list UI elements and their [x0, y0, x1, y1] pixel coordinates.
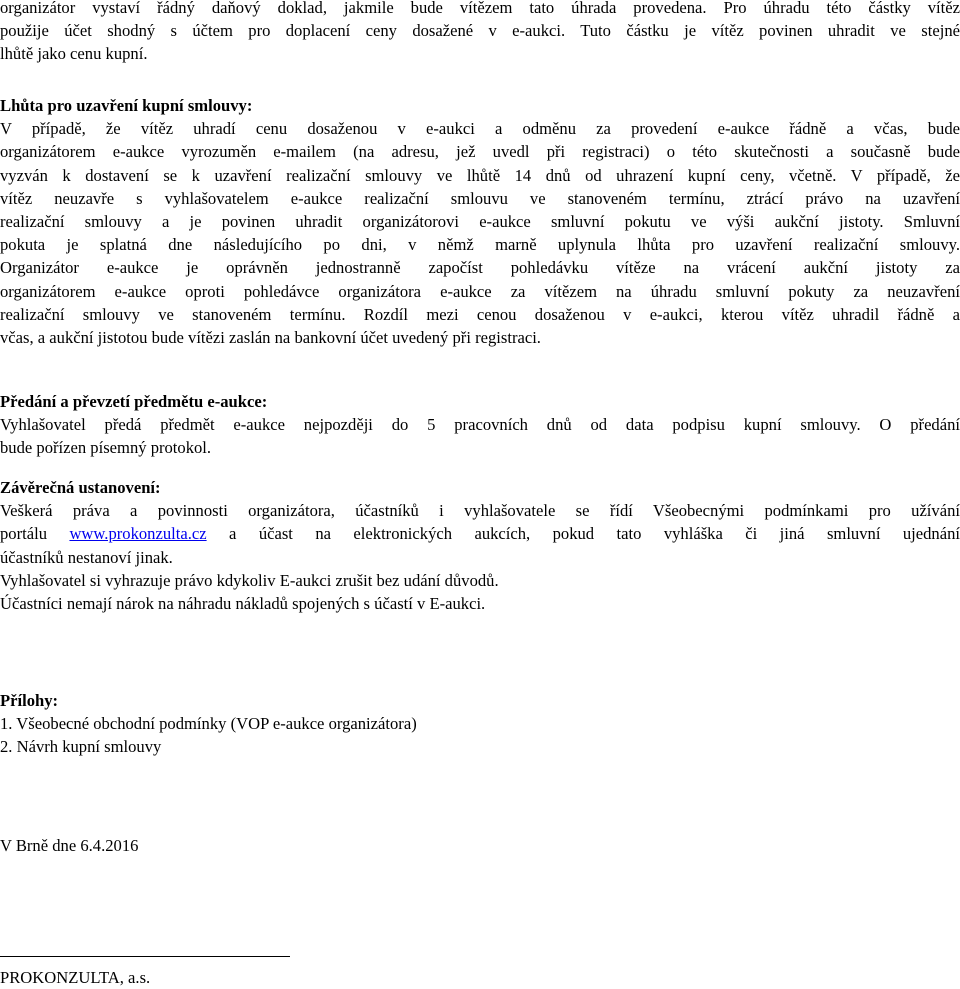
intro-line-3: lhůtě jako cenu kupní. [0, 44, 148, 64]
signature-line [0, 956, 290, 957]
intro-paragraph [0, 0, 960, 66]
lhuta-line: realizační smlouvy ve stanoveném termínu. Rozdíl mezi cenou dosaženou v e-aukci, kterou vítěz uhradil řádně a [0, 304, 960, 324]
attachment-item: 2. Návrh kupní smlouvy [0, 737, 162, 757]
attachment-item: 1. Všeobecné obchodní podmínky (VOP e-aukce organizátora) [0, 714, 417, 734]
lhuta-line: vyzván k dostavení se k uzavření realizační smlouvy ve lhůtě 14 dnů od uhrazení kupní ceny, včetně. V případě, že [0, 165, 960, 185]
lhuta-line: pokuta je splatná dne následujícího po dni, v němž marně uplynula lhůta pro uzavření realizační smlouvy. [0, 235, 960, 255]
zaverecna-line-5: Účastníci nemají nárok na náhradu nákladů spojených s účastí v E-aukci. [0, 594, 486, 614]
zaverecna-line-2 [0, 522, 960, 545]
lhuta-line: Organizátor e-aukce je oprávněn jednostranně započíst pohledávku vítěze na vrácení aukční jistoty za [0, 258, 960, 278]
zaverecna-line-2-post: a účast na elektronických aukcích, pokud tato vyhláška či jiná smluvní ujednání [206, 524, 960, 544]
section-zaverecna [0, 476, 960, 615]
section-prilohy [0, 689, 960, 759]
zaverecna-line-2-pre: portálu [0, 524, 70, 544]
prokonzulta-link[interactable]: www.prokonzulta.cz [69, 524, 207, 544]
lhuta-line: V případě, že vítěz uhradí cenu dosaženou v e-aukci a odměnu za provedení e-aukce řádně a včas, bude [0, 119, 960, 139]
zaverecna-line-1: Veškerá práva a povinnosti organizátora, účastníků i vyhlašovatele se řídí Všeobecnými podmínkami pro užívání [0, 501, 960, 521]
lhuta-line: organizátorem e-aukce oproti pohledávce organizátora e-aukce za vítězem na úhradu smluvní pokuty za neuzavření [0, 281, 960, 301]
signature-block [0, 966, 960, 989]
place-date: V Brně dne 6.4.2016 [0, 836, 139, 855]
section-heading-zaverecna: Závěrečná ustanovení: [0, 478, 161, 497]
intro-line-2: použije účet shodný s účtem pro doplacení ceny dosažené v e-aukci. Tuto částku je vítěz povinen uhradit ve stejné [0, 21, 960, 41]
signature-company: PROKONZULTA, a.s. [0, 968, 151, 987]
zaverecna-line-4: Vyhlašovatel si vyhrazuje právo kdykoliv E-aukci zrušit bez udání důvodů. [0, 570, 499, 590]
section-lhuta [0, 94, 960, 349]
place-date-block [0, 834, 960, 857]
section-heading-prilohy: Přílohy: [0, 691, 59, 710]
lhuta-line: vítěz neuzavře s vyhlašovatelem e-aukce realizační smlouvu ve stanoveném termínu, ztrácí právo na uzavření [0, 188, 960, 208]
section-heading-lhuta: Lhůta pro uzavření kupní smlouvy: [0, 96, 253, 115]
lhuta-line: realizační smlouvy a je povinen uhradit organizátorovi e-aukce smluvní pokutu ve výši aukční jistoty. Smluvní [0, 212, 960, 232]
intro-line-1: organizátor vystaví řádný daňový doklad, jakmile bude vítězem tato úhrada provedena. Pro úhradu této částky vítěz [0, 0, 960, 17]
predani-line-1: Vyhlašovatel předá předmět e-aukce nejpozději do 5 pracovních dnů od data podpisu kupní smlouvy. O předání [0, 415, 960, 435]
zaverecna-line-3: účastníků nestanoví jinak. [0, 547, 173, 567]
lhuta-line: včas, a aukční jistotou bude vítězi zaslán na bankovní účet uvedený při registraci. [0, 328, 541, 348]
lhuta-line: organizátorem e-aukce vyrozuměn e-mailem (na adresu, jež uvedl při registraci) o této skutečnosti a současně bude [0, 142, 960, 162]
predani-line-2: bude pořízen písemný protokol. [0, 438, 212, 458]
section-predani [0, 390, 960, 460]
section-heading-predani: Předání a převzetí předmětu e-aukce: [0, 392, 268, 411]
